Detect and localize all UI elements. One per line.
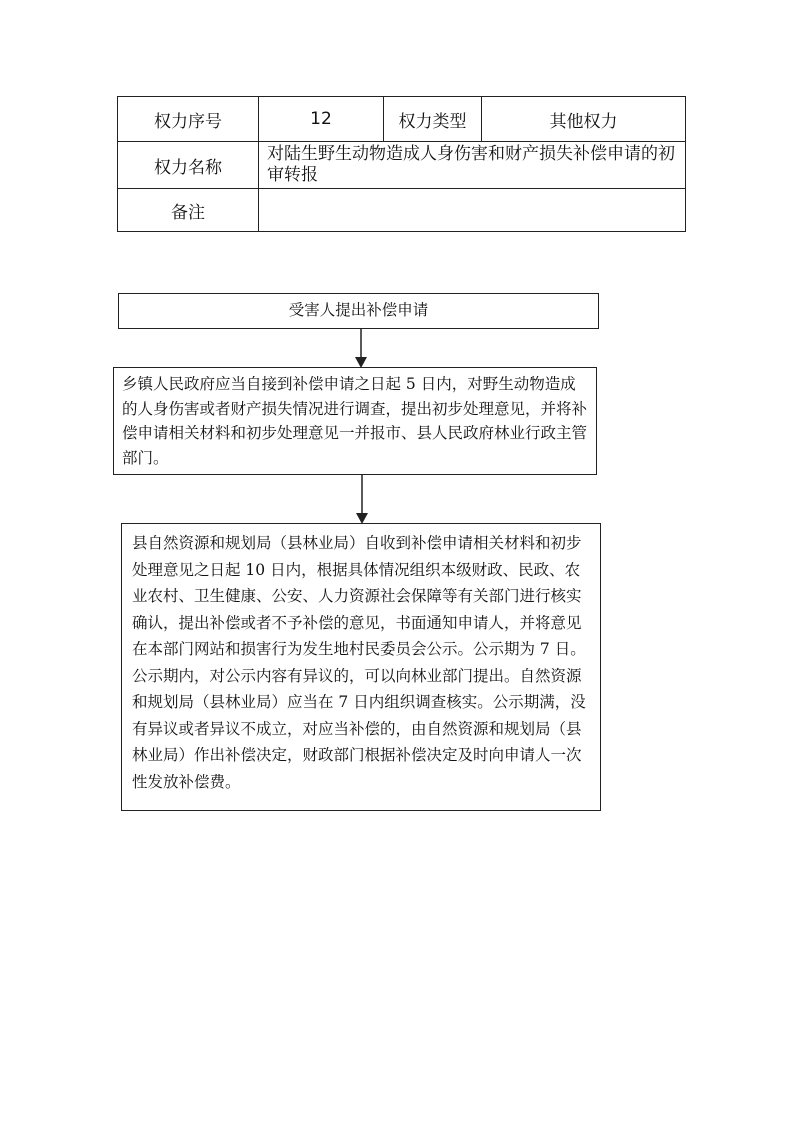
power-type-value: 其他权力 — [482, 97, 686, 142]
remarks-value — [259, 189, 686, 232]
power-name-label: 权力名称 — [118, 142, 259, 189]
power-number-label: 权力序号 — [118, 97, 259, 142]
flow-step-county-review: 县自然资源和规划局（县林业局）自收到补偿申请相关材料和初步处理意见之日起 10 日内，根据具体情况组织本级财政、民政、农业农村、卫生健康、公安、人力资源社会保障等有关部门进行核实确认，提出补偿或者不予补偿的意见，书面通知申请人，并将意见在本部门网站和损害行为发生地村民委员会公示。公示期为 7 日。公示期内，对公示内容有异议的，可以向林业部门提出。自然资源和规划局（县林业局）应当在 7 日内组织调查核实。公示期满，没有异议或者异议不成立，对应当补偿的，由自然资源和规划局（县林业局）作出补偿决定，财政部门根据补偿决定及时向申请人一次性发放补偿费。 — [121, 523, 601, 811]
power-type-label: 权力类型 — [384, 97, 482, 142]
arrow-down-icon — [355, 475, 369, 525]
table-row — [118, 97, 686, 142]
table-row — [118, 142, 686, 189]
table-row — [118, 189, 686, 232]
power-info-table — [117, 96, 686, 232]
power-number-value: 12 — [259, 97, 384, 142]
power-name-value: 对陆生野生动物造成人身伤害和财产损失补偿申请的初审转报 — [259, 142, 686, 189]
flow-step-township-investigation: 乡镇人民政府应当自接到补偿申请之日起 5 日内，对野生动物造成的人身伤害或者财产损失情况进行调查，提出初步处理意见，并将补偿申请相关材料和初步处理意见一并报市、县人民政府林业行政主管部门。 — [113, 367, 597, 475]
arrow-down-icon — [354, 329, 368, 369]
flow-step-application: 受害人提出补偿申请 — [118, 293, 599, 329]
remarks-label: 备注 — [118, 189, 259, 232]
